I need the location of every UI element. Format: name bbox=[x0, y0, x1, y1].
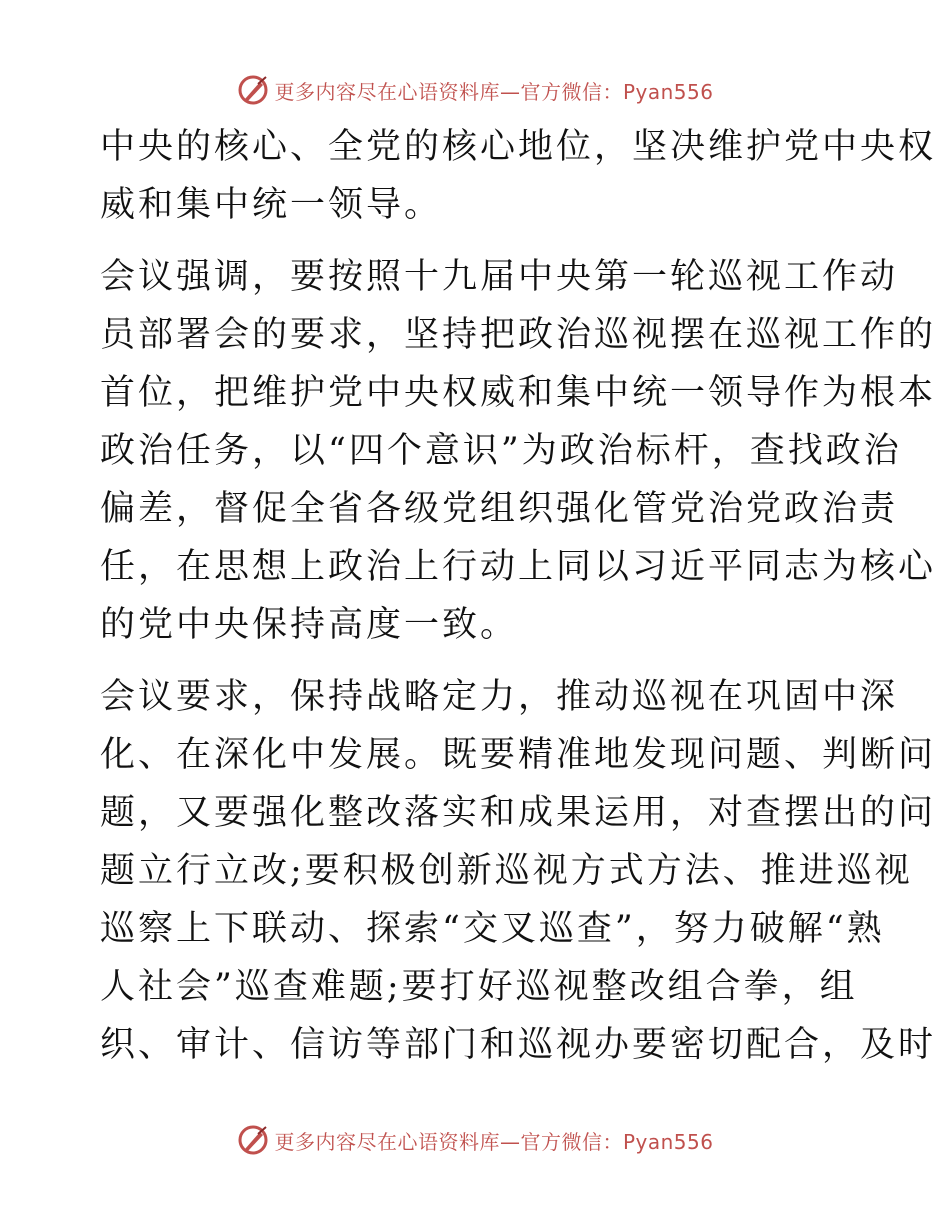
text-line: 会议强调，要按照十九届中央第一轮巡视工作动 bbox=[100, 257, 899, 297]
text-line: 题，又要强化整改落实和成果运用，对查摆出的问 bbox=[100, 793, 937, 833]
text-line: 任，在思想上政治上行动上同以习近平同志为核心 bbox=[100, 547, 937, 587]
text-line: 的党中央保持高度一致。 bbox=[100, 605, 519, 645]
text-line: 员部署会的要求，坚持把政治巡视摆在巡视工作的 bbox=[100, 315, 937, 355]
text-line: 织、审计、信访等部门和巡视办要密切配合，及时 bbox=[100, 1025, 937, 1065]
paragraph bbox=[100, 668, 937, 1074]
text-line: 人社会”巡查难题;要打好巡视整改组合拳，组 bbox=[100, 967, 858, 1007]
text-line: 政治任务，以“四个意识”为政治标杆，查找政治 bbox=[100, 431, 902, 471]
header-banner bbox=[0, 70, 950, 110]
document-body bbox=[100, 118, 937, 1074]
header-banner-text: 更多内容尽在心语资料库—官方微信：Pyan556 bbox=[274, 79, 714, 104]
text-line: 化、在深化中发展。既要精准地发现问题、判断问 bbox=[100, 735, 937, 775]
footer-banner-text: 更多内容尽在心语资料库—官方微信：Pyan556 bbox=[274, 1129, 714, 1154]
paragraph bbox=[100, 118, 937, 234]
paragraph bbox=[100, 248, 937, 654]
text-line: 威和集中统一领导。 bbox=[100, 185, 443, 225]
text-line: 首位，把维护党中央权威和集中统一领导作为根本 bbox=[100, 373, 937, 413]
text-line: 题立行立改;要积极创新巡视方式方法、推进巡视 bbox=[100, 851, 913, 891]
text-line: 巡察上下联动、探索“交叉巡查”，努力破解“熟 bbox=[100, 909, 885, 949]
text-line: 偏差，督促全省各级党组织强化管党治党政治责 bbox=[100, 489, 899, 529]
text-line: 会议要求，保持战略定力，推动巡视在巩固中深 bbox=[100, 677, 899, 717]
footer-banner bbox=[0, 1120, 950, 1160]
text-line: 中央的核心、全党的核心地位，坚决维护党中央权 bbox=[100, 127, 937, 167]
feather-pen-logo-icon bbox=[236, 73, 270, 107]
feather-pen-logo-icon bbox=[236, 1123, 270, 1157]
